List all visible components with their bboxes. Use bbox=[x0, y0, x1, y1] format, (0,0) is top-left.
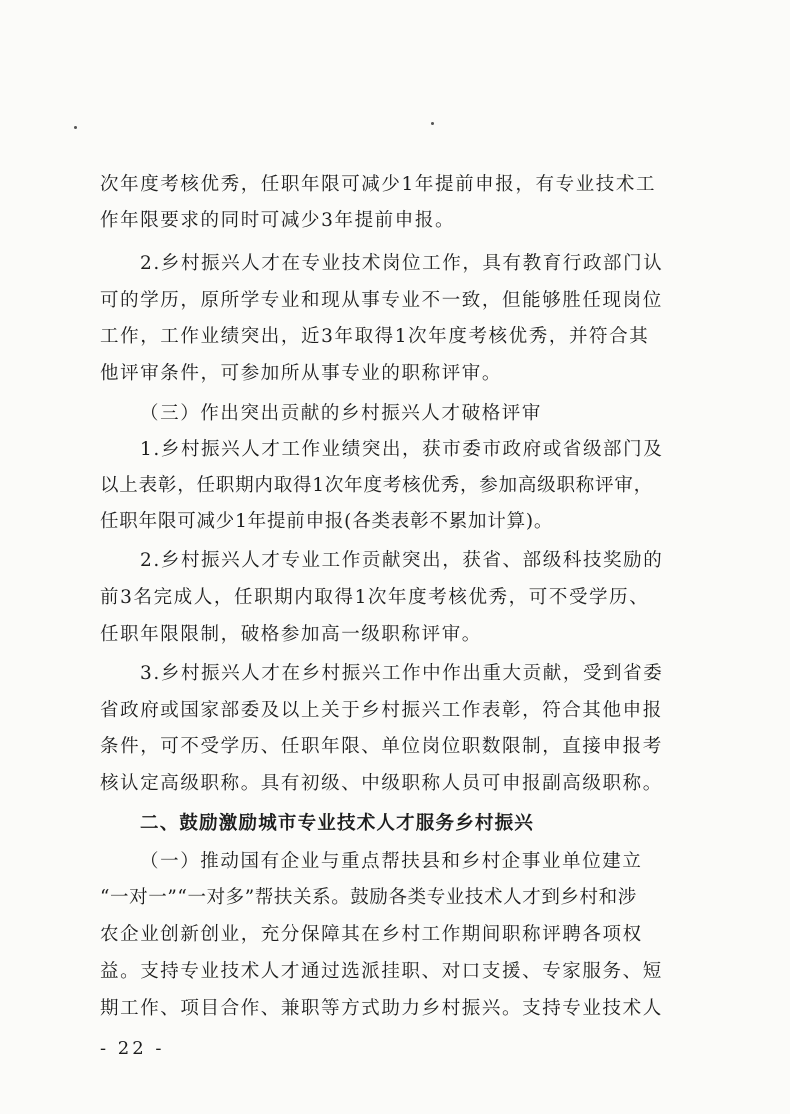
body-line: 2.乡村振兴人才专业工作贡献突出，获省、部级科技奖励的 bbox=[140, 550, 664, 571]
scan-speck bbox=[74, 126, 77, 129]
body-line: 核认定高级职称。具有初级、中级职称人员可申报副高级职称。 bbox=[100, 773, 663, 794]
body-line: 工作，工作业绩突出，近3年取得1次年度考核优秀，并符合其 bbox=[100, 326, 650, 347]
body-line: 3.乡村振兴人才在乡村振兴工作中作出重大贡献，受到省委 bbox=[140, 663, 664, 684]
body-line: 1.乡村振兴人才工作业绩突出，获市委市政府或省级部门及 bbox=[140, 439, 664, 460]
body-line: 次年度考核优秀，任职年限可减少1年提前申报，有专业技术工 bbox=[100, 174, 657, 195]
body-line: 以上表彰，任职期内取得1次年度考核优秀，参加高级职称评审， bbox=[100, 475, 653, 496]
body-line: 可的学历，原所学专业和现从事专业不一致，但能够胜任现岗位 bbox=[100, 290, 663, 311]
body-line: 作年限要求的同时可减少3年提前申报。 bbox=[100, 210, 456, 231]
body-line: 条件，可不受学历、任职年限、单位岗位职数限制，直接申报考 bbox=[100, 736, 663, 757]
body-line: 益。支持专业技术人才通过选派挂职、对口支援、专家服务、短 bbox=[100, 961, 663, 982]
body-line: 任职年限可减少1年提前申报(各类表彰不累加计算)。 bbox=[100, 511, 554, 532]
body-line: 2.乡村振兴人才在专业技术岗位工作，具有教育行政部门认 bbox=[140, 253, 664, 274]
body-line: “一对一”“一对多”帮扶关系。鼓励各类专业技术人才到乡村和涉 bbox=[100, 887, 637, 908]
body-line: 前3名完成人，任职期内取得1次年度考核优秀，可不受学历、 bbox=[100, 587, 650, 608]
body-line: 农企业创新创业，充分保障其在乡村工作期间职称评聘各项权 bbox=[100, 924, 643, 945]
scan-speck bbox=[431, 122, 434, 125]
section-subheading: （三）作出突出贡献的乡村振兴人才破格评审 bbox=[140, 403, 543, 424]
body-line: 期工作、项目合作、兼职等方式助力乡村振兴。支持专业技术人 bbox=[100, 998, 663, 1019]
section-heading: 二、鼓励激励城市专业技术人才服务乡村振兴 bbox=[140, 813, 535, 834]
page-number: - 22 - bbox=[100, 1038, 165, 1059]
body-line: 任职年限限制，破格参加高一级职称评审。 bbox=[100, 624, 482, 645]
body-line: （一）推动国有企业与重点帮扶县和乡村企事业单位建立 bbox=[140, 851, 643, 872]
body-line: 省政府或国家部委及以上关于乡村振兴工作表彰，符合其他申报 bbox=[100, 700, 663, 721]
body-line: 他评审条件，可参加所从事专业的职称评审。 bbox=[100, 363, 503, 384]
